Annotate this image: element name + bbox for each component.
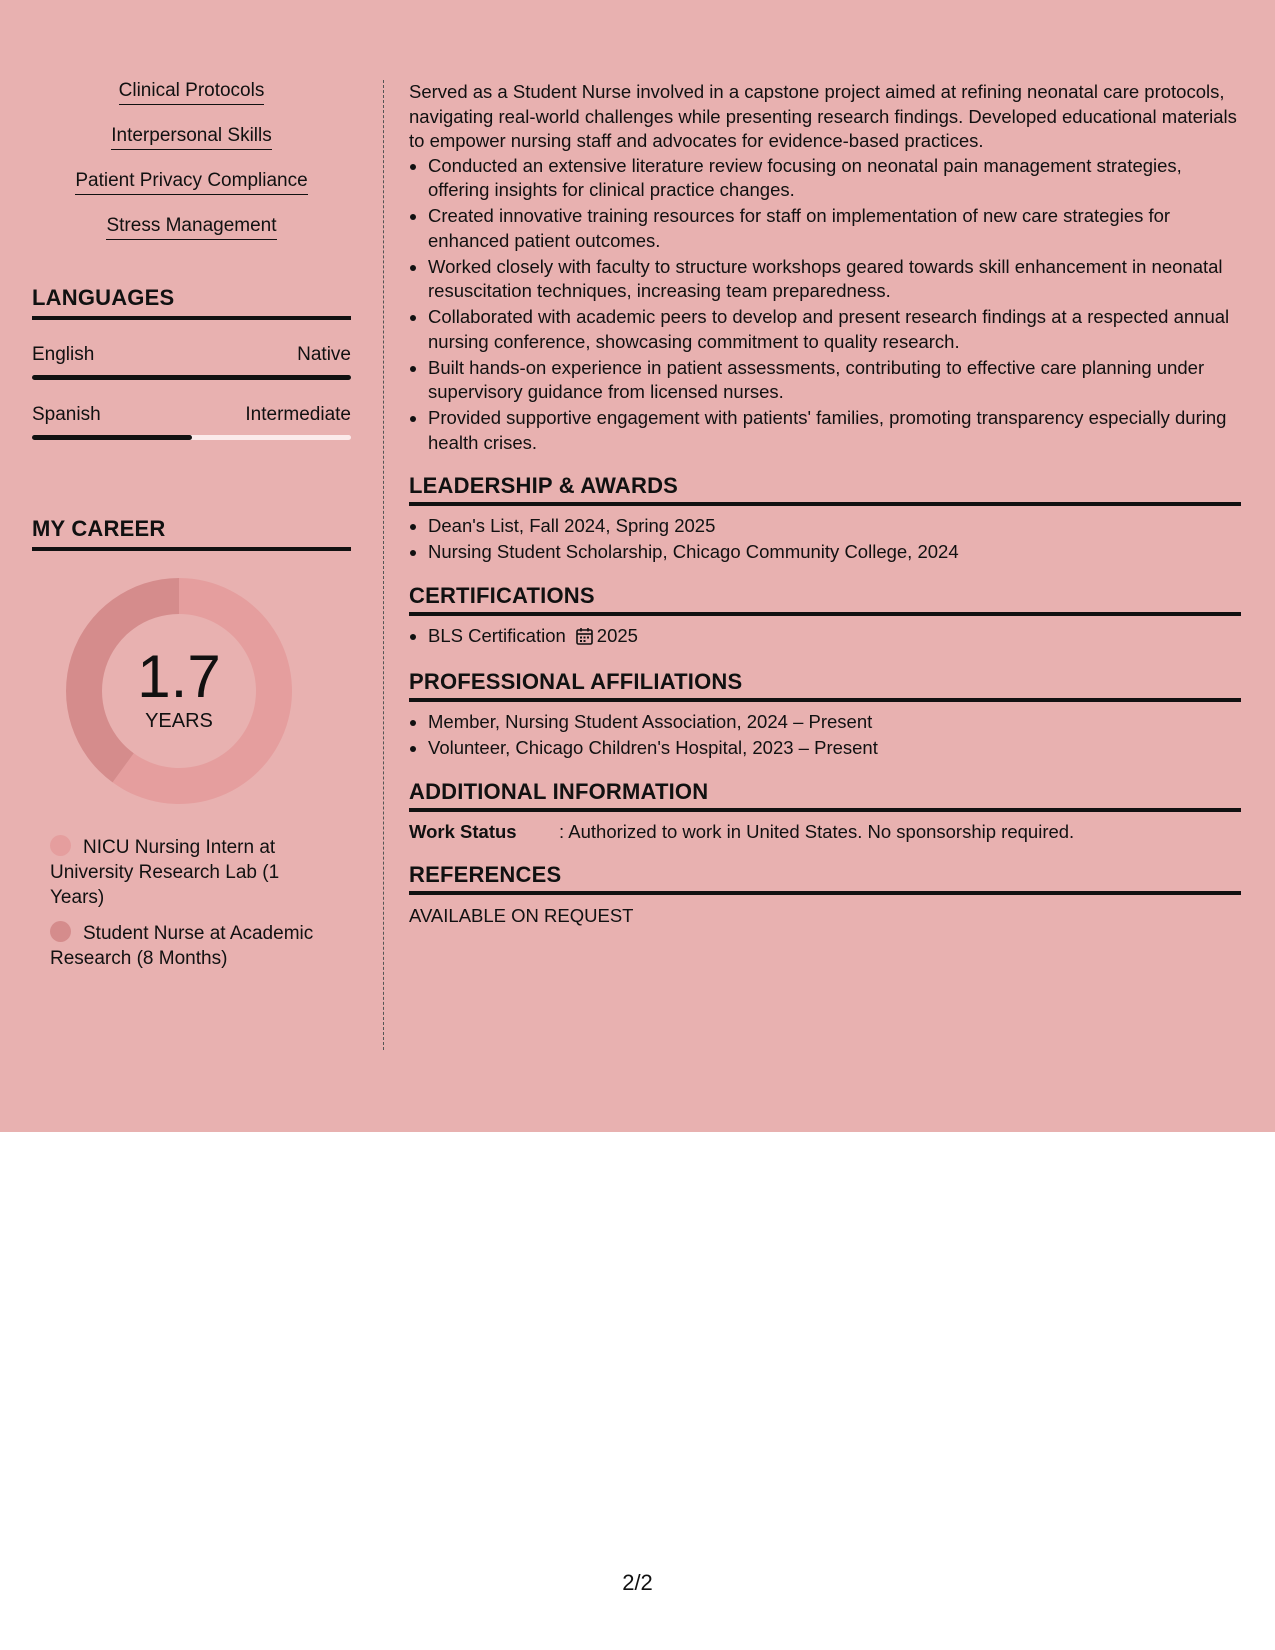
list-item: • Built hands-on experience in patient assessments, contributing to effective care planning under supervisory guidance from licensed nurses. — [428, 356, 1241, 405]
language-proficiency-fill — [32, 375, 351, 380]
list-item: • Nursing Student Scholarship, Chicago Community College, 2024 — [428, 540, 1241, 565]
work-status-label: Work Status — [409, 820, 517, 842]
skill-item: Clinical Protocols — [32, 80, 351, 106]
career-heading: MY CAREER — [32, 516, 351, 551]
language-level: Intermediate — [245, 404, 351, 425]
legend-dot — [50, 921, 71, 942]
skills-list — [32, 80, 351, 241]
page-number: 2/2 — [622, 1570, 653, 1595]
language-english — [32, 344, 351, 380]
list-item: • Member, Nursing Student Association, 2024 – Present — [428, 710, 1241, 735]
legend-dot — [50, 835, 71, 856]
career-donut-chart — [32, 571, 351, 821]
sidebar — [32, 80, 351, 982]
list-item: • Worked closely with faculty to structure workshops geared towards skill enhancement in neonatal resuscitation techniques, increasing team preparedness. — [428, 255, 1241, 304]
career-total-unit: YEARS — [145, 710, 213, 732]
language-level: Native — [297, 344, 351, 365]
section-heading: LEADERSHIP & AWARDS — [409, 473, 1241, 506]
references-text: AVAILABLE ON REQUEST — [409, 904, 634, 926]
career-legend-item: NICU Nursing Intern at University Research Lab (1 Years) — [50, 837, 280, 908]
work-status-value: : Authorized to work in United States. No sponsorship required. — [559, 820, 1075, 842]
list-item: • Conducted an extensive literature review focusing on neonatal pain management strategies, offering insights for clinical practice changes. — [428, 154, 1241, 203]
language-proficiency-bar — [32, 435, 351, 440]
experience-summary: Served as a Student Nurse involved in a capstone project aimed at refining neonatal care protocols, navigating real-world challenges while presenting research findings. Developed educational materials to empower nursing staff and advocates for evidence-based practices. — [409, 81, 1237, 151]
leadership-section — [409, 473, 1241, 565]
career-total-value: 1.7 — [137, 643, 221, 710]
list-item: • Created innovative training resources for staff on implementation of new care strategies for enhanced patient outcomes. — [428, 204, 1241, 253]
languages-heading: LANGUAGES — [32, 285, 351, 320]
language-proficiency-fill — [32, 435, 192, 440]
section-heading: PROFESSIONAL AFFILIATIONS — [409, 669, 1241, 702]
section-heading: REFERENCES — [409, 862, 1241, 895]
language-proficiency-bar — [32, 375, 351, 380]
list-item: • Collaborated with academic peers to develop and present research findings at a respected annual nursing conference, showcasing commitment to quality research. — [428, 305, 1241, 354]
skill-item: Patient Privacy Compliance — [32, 170, 351, 196]
language-spanish — [32, 404, 351, 440]
references-section — [409, 862, 1241, 927]
list-item — [428, 624, 1241, 652]
section-heading: CERTIFICATIONS — [409, 583, 1241, 616]
skill-item: Stress Management — [32, 215, 351, 241]
experience-bullets — [409, 154, 1241, 456]
list-item: • Volunteer, Chicago Children's Hospital, 2023 – Present — [428, 736, 1241, 761]
column-divider — [383, 80, 384, 1050]
main-column — [409, 80, 1241, 927]
certifications-section — [409, 583, 1241, 652]
career-total — [32, 571, 326, 733]
certification-year: 2025 — [596, 624, 638, 646]
language-name: English — [32, 344, 95, 365]
list-item: • Dean's List, Fall 2024, Spring 2025 — [428, 514, 1241, 539]
list-item: • Provided supportive engagement with patients' families, promoting transparency especially during health crises. — [428, 406, 1241, 455]
work-status-row — [409, 820, 1241, 844]
section-heading: ADDITIONAL INFORMATION — [409, 779, 1241, 812]
affiliations-section — [409, 669, 1241, 761]
skill-item: Interpersonal Skills — [32, 125, 351, 151]
career-legend — [50, 835, 320, 971]
career-legend-item: Student Nurse at Academic Research (8 Months) — [50, 923, 314, 969]
calendar-icon — [576, 627, 593, 652]
additional-info-section — [409, 779, 1241, 844]
certification-name: BLS Certification — [428, 624, 566, 646]
language-name: Spanish — [32, 404, 101, 425]
